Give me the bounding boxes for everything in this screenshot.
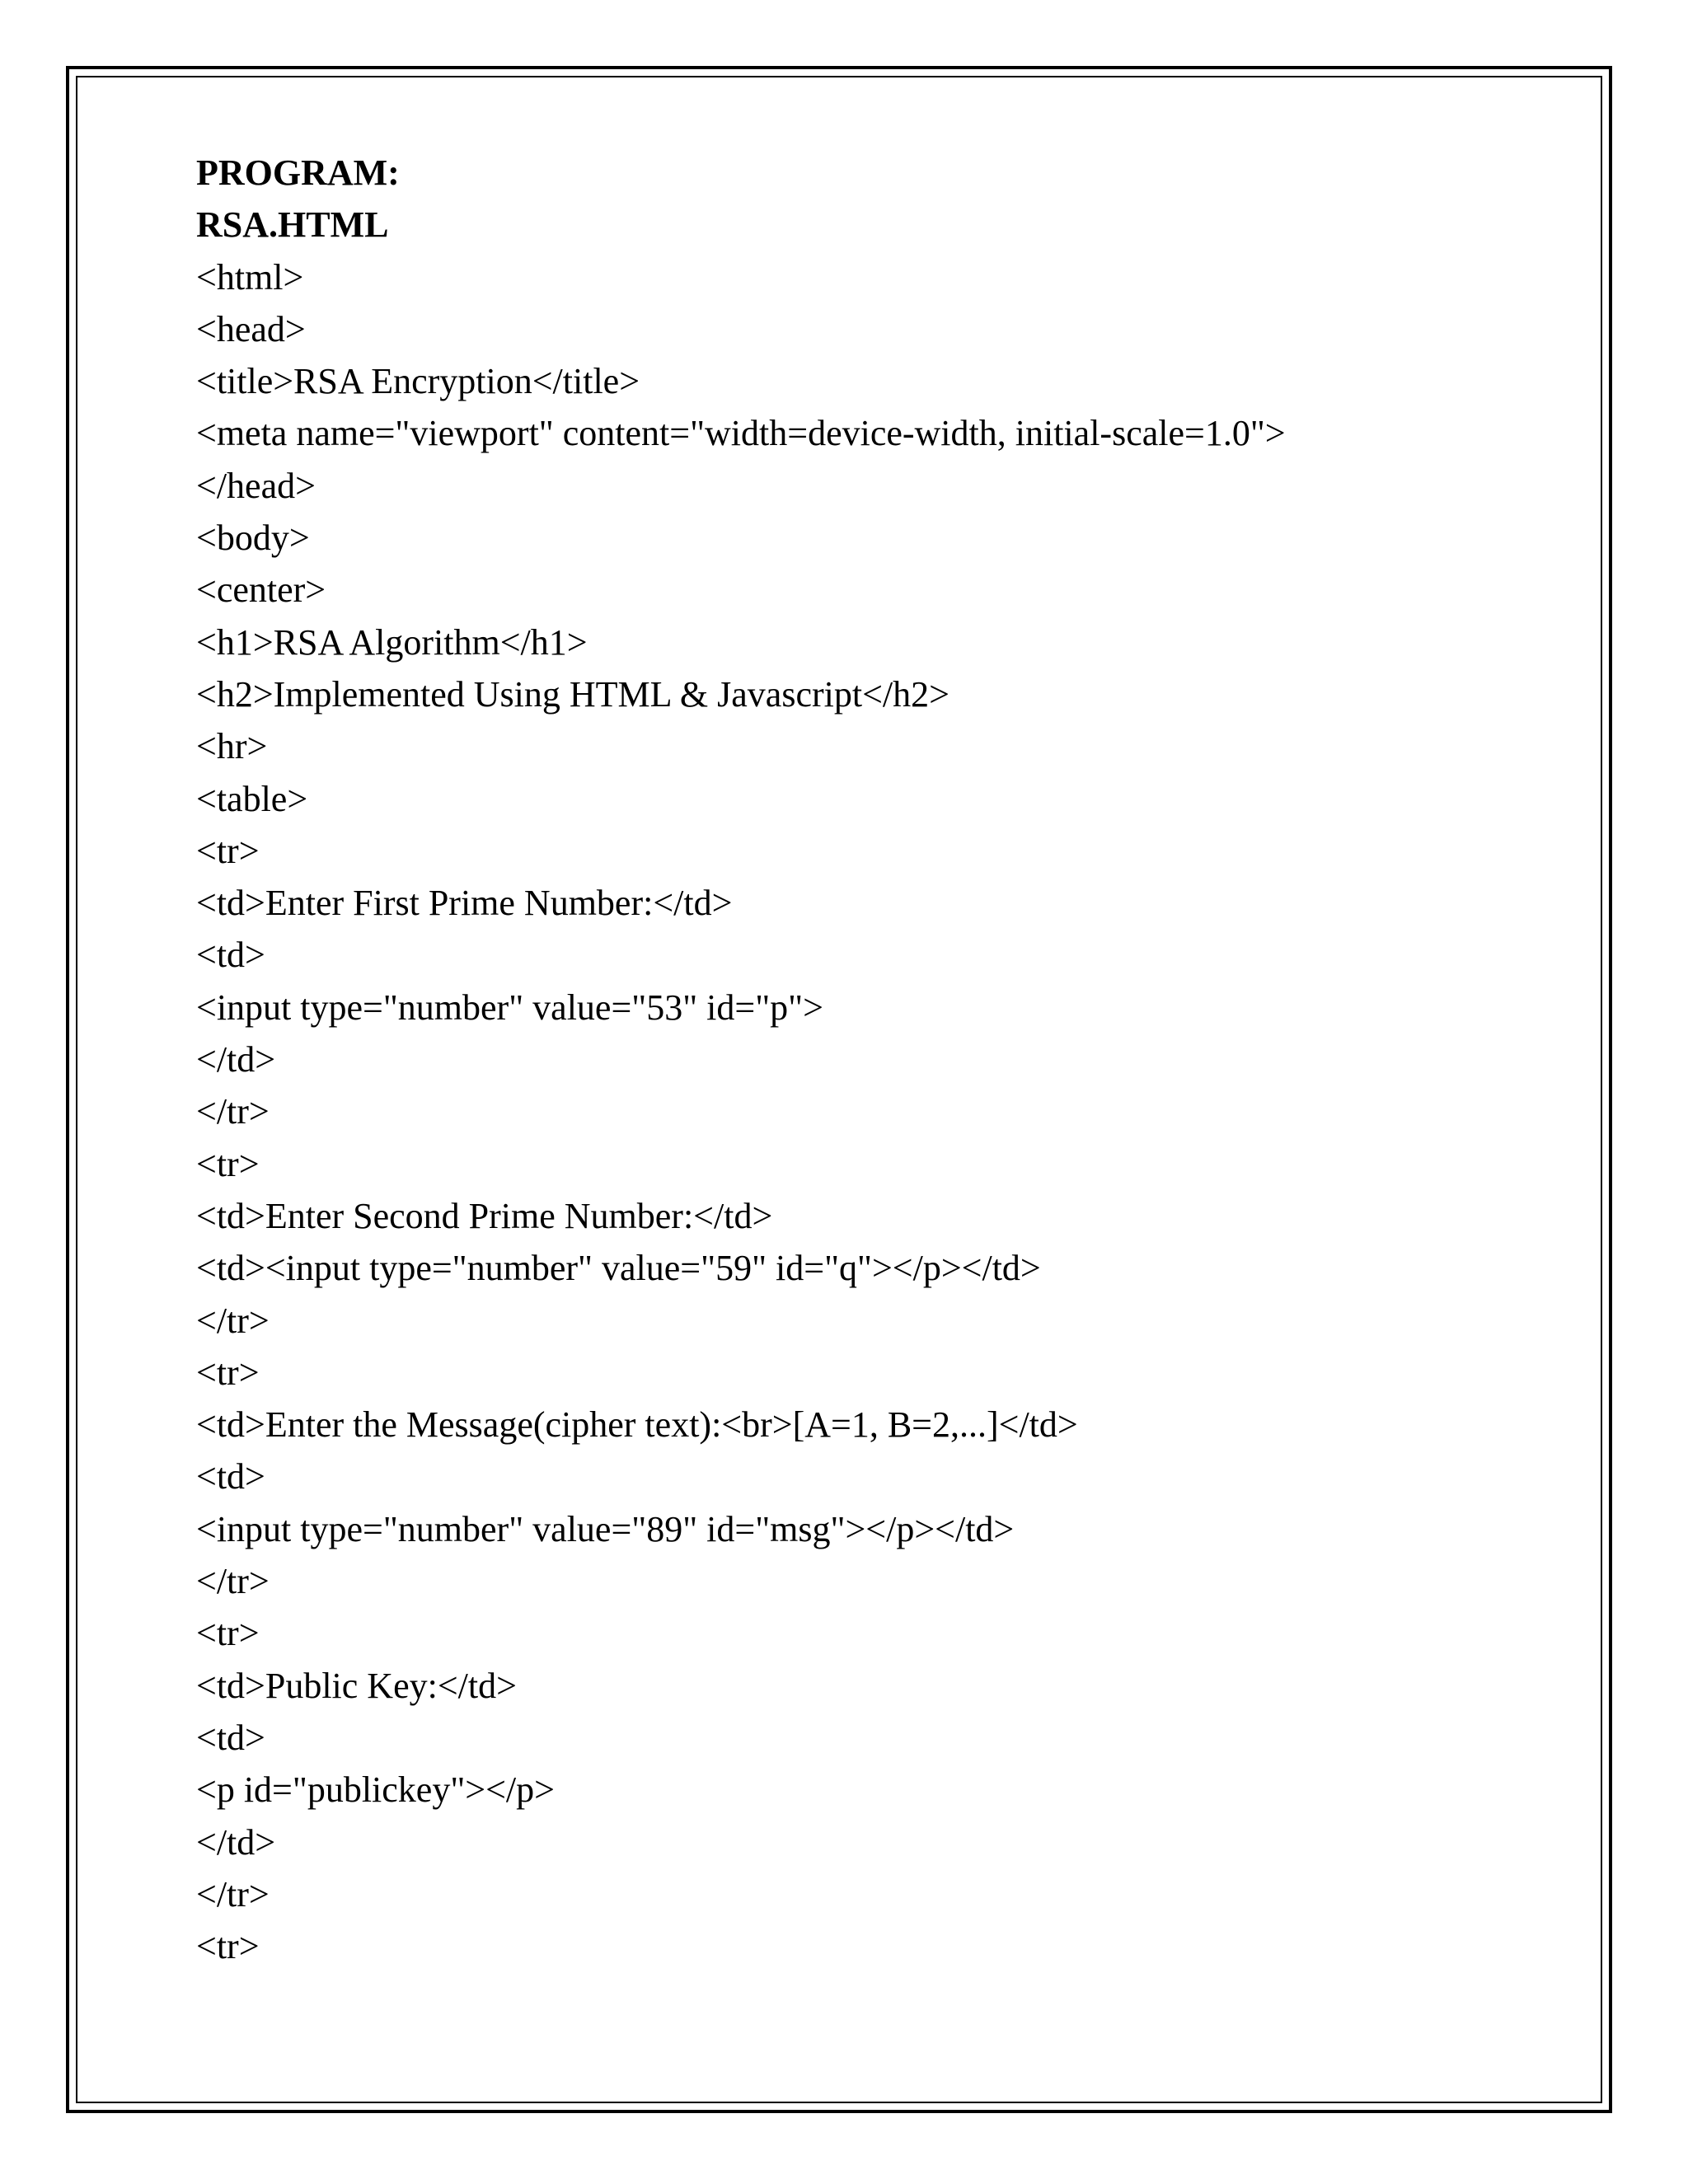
code-line: <input type="number" value="89" id="msg"></p></td> <box>196 1508 1015 1549</box>
code-line: <h2>Implemented Using HTML & Javascript</h2> <box>196 673 950 715</box>
code-line: </tr> <box>196 1873 270 1915</box>
code-line: <title>RSA Encryption</title> <box>196 361 640 402</box>
code-line: <tr> <box>196 830 260 871</box>
code-line: <p id="publickey"></p> <box>196 1769 555 1811</box>
code-line: <td>Enter the Message(cipher text):<br>[A=1, B=2,...]</td> <box>196 1404 1078 1446</box>
code-line: <td> <box>196 1717 265 1758</box>
document-content <box>196 147 1548 1972</box>
code-line: <td>Enter First Prime Number:</td> <box>196 883 733 924</box>
code-line: </td> <box>196 1821 276 1863</box>
code-line: </head> <box>196 465 316 506</box>
code-line: <input type="number" value="53" id="p"> <box>196 987 823 1028</box>
filename-heading: RSA.HTML <box>196 204 389 246</box>
code-block <box>196 251 1548 1973</box>
code-line: <td>Public Key:</td> <box>196 1665 517 1706</box>
code-line: </td> <box>196 1039 276 1080</box>
code-line: <body> <box>196 518 310 559</box>
code-line: <center> <box>196 569 326 611</box>
code-line: <h1>RSA Algorithm</h1> <box>196 621 588 663</box>
code-line: <hr> <box>196 726 268 767</box>
code-line: <td> <box>196 1456 265 1497</box>
code-line: </tr> <box>196 1091 270 1132</box>
code-line: <table> <box>196 778 308 819</box>
code-line: <head> <box>196 308 306 349</box>
program-heading: PROGRAM: <box>196 152 400 193</box>
code-line: <td>Enter Second Prime Number:</td> <box>196 1195 773 1236</box>
code-line: <tr> <box>196 1613 260 1654</box>
code-line: <html> <box>196 256 304 298</box>
code-line: </tr> <box>196 1561 270 1602</box>
code-line: <td><input type="number" value="59" id="q"></p></td> <box>196 1248 1041 1289</box>
code-line: <td> <box>196 935 265 976</box>
code-line: <tr> <box>196 1926 260 1967</box>
code-line: <tr> <box>196 1143 260 1184</box>
code-line: <tr> <box>196 1352 260 1393</box>
code-line: <meta name="viewport" content="width=device-width, initial-scale=1.0"> <box>196 413 1286 454</box>
code-line: </tr> <box>196 1300 270 1341</box>
